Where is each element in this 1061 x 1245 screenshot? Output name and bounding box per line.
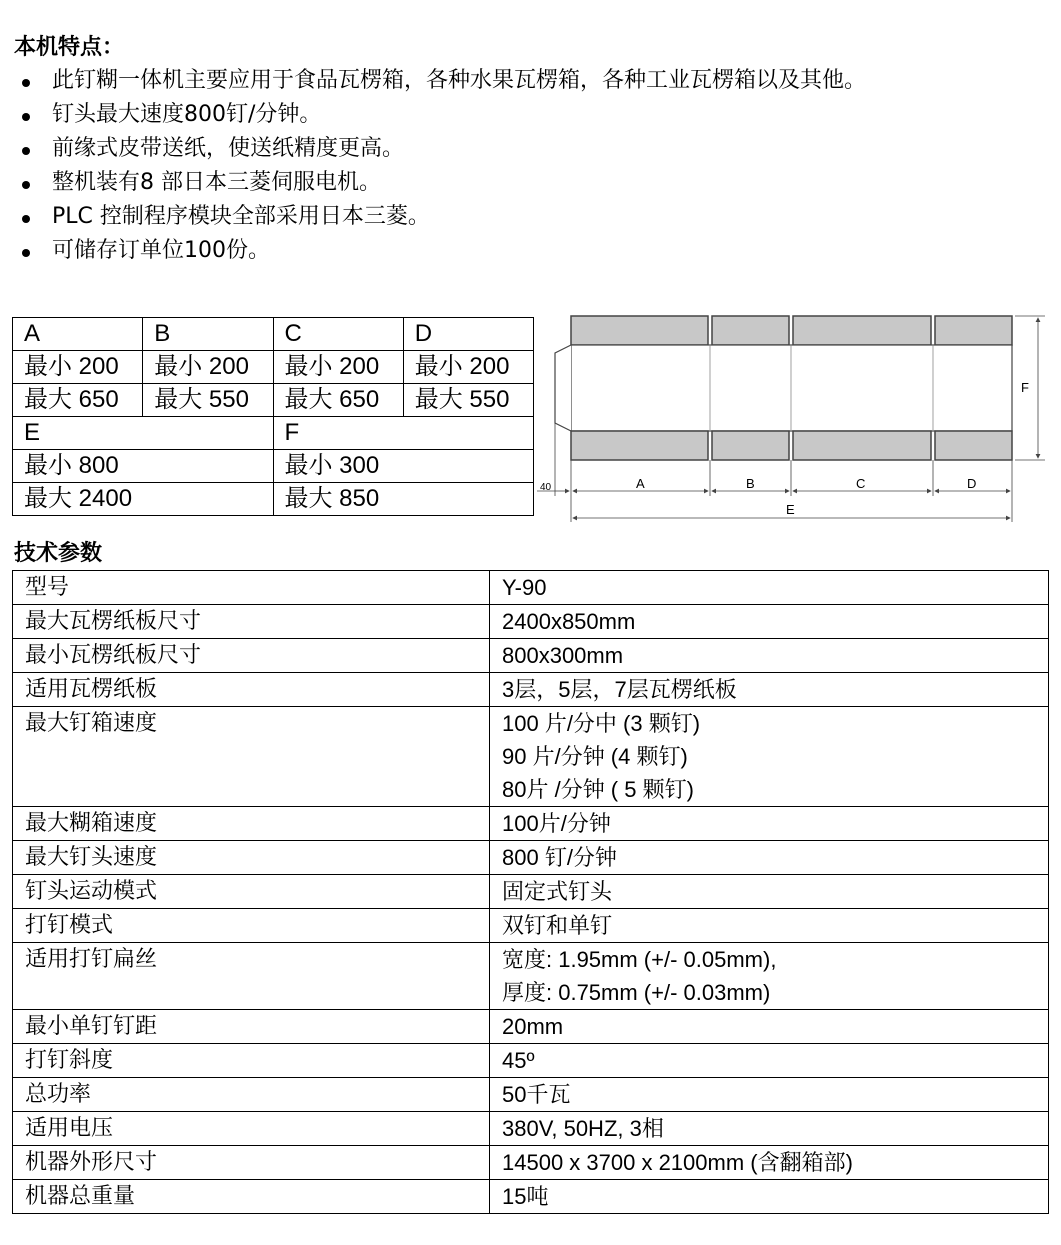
spec-key: 最大钉箱速度	[13, 707, 490, 807]
table-row	[13, 1078, 1049, 1112]
table-cell: 最大 850	[273, 483, 534, 516]
bullet-icon	[22, 249, 30, 257]
dimension-label-a: A	[636, 476, 645, 491]
features-list	[12, 64, 1052, 268]
table-row	[13, 875, 1049, 909]
spec-value-line: 800x300mm	[502, 643, 624, 668]
table-row	[13, 384, 534, 417]
table-row	[13, 571, 1049, 605]
spec-key: 型号	[13, 571, 490, 605]
table-cell: 最小 200	[13, 351, 143, 384]
spec-value-line: 2400x850mm	[502, 609, 636, 634]
table-row	[13, 450, 534, 483]
table-cell: 最小 200	[403, 351, 533, 384]
spec-key: 适用电压	[13, 1112, 490, 1146]
bullet-icon	[22, 147, 30, 155]
table-row	[13, 841, 1049, 875]
table-cell: 最大 550	[403, 384, 533, 417]
box-blank-diagram	[535, 310, 1055, 525]
spec-value	[490, 1112, 1049, 1146]
spec-value	[490, 1078, 1049, 1112]
bottom-flap-c	[793, 431, 931, 460]
feature-item	[12, 64, 1052, 98]
table-cell: 最小 200	[143, 351, 273, 384]
spec-value-line: 14500 x 3700 x 2100mm (含翻箱部)	[502, 1150, 853, 1175]
bottom-flap-b	[712, 431, 789, 460]
table-cell: 最小 200	[273, 351, 403, 384]
spec-key: 总功率	[13, 1078, 490, 1112]
top-flap-b	[712, 316, 789, 345]
table-row	[13, 483, 534, 516]
table-cell: 最小 300	[273, 450, 534, 483]
spec-value-line: 固定式钉头	[502, 879, 613, 904]
spec-key: 最大钉头速度	[13, 841, 490, 875]
spec-key: 最大瓦楞纸板尺寸	[13, 605, 490, 639]
table-cell: 最大 650	[13, 384, 143, 417]
spec-value	[490, 639, 1049, 673]
spec-value-line: 3层，5层，7层瓦楞纸板	[502, 677, 737, 702]
spec-key: 最大糊箱速度	[13, 807, 490, 841]
feature-text: PLC 控制程序模块全部采用日本三菱。	[52, 204, 430, 229]
dimension-label-d: D	[967, 476, 977, 491]
dimension-label-f: F	[1021, 380, 1029, 395]
spec-value-line: 50千瓦	[502, 1082, 571, 1107]
spec-key: 最小瓦楞纸板尺寸	[13, 639, 490, 673]
spec-key: 适用瓦楞纸板	[13, 673, 490, 707]
table-cell: 最大 650	[273, 384, 403, 417]
spec-value	[490, 1146, 1049, 1180]
dimension-label-b: B	[746, 476, 755, 491]
bullet-icon	[22, 113, 30, 121]
spec-value	[490, 807, 1049, 841]
table-cell: 最大 2400	[13, 483, 274, 516]
table-cell: 最大 550	[143, 384, 273, 417]
table-row	[13, 1180, 1049, 1214]
spec-value-line: 80片 /分钟 ( 5 颗钉)	[502, 777, 694, 802]
feature-item	[12, 98, 1052, 132]
spec-key: 打钉模式	[13, 909, 490, 943]
spec-key: 最小单钉钉距	[13, 1010, 490, 1044]
features-title: 本机特点：	[14, 35, 125, 60]
top-flap-d	[935, 316, 1012, 345]
spec-key: 机器总重量	[13, 1180, 490, 1214]
table-row	[13, 318, 534, 351]
spec-value-line: 15吨	[502, 1184, 549, 1209]
spec-value-line: 45º	[502, 1048, 535, 1073]
spec-value	[490, 1180, 1049, 1214]
top-flap-a	[571, 316, 708, 345]
spec-value	[490, 841, 1049, 875]
spec-value-line: 20mm	[502, 1014, 564, 1039]
spec-value-line: 双钉和单钉	[502, 913, 613, 938]
table-cell: B	[143, 318, 273, 351]
dimension-label-flap: 40	[540, 482, 552, 493]
table-row	[13, 417, 534, 450]
bottom-flap-a	[571, 431, 708, 460]
feature-item	[12, 132, 1052, 166]
dimension-label-c: C	[856, 476, 866, 491]
bullet-icon	[22, 79, 30, 87]
spec-key: 适用打钉扁丝	[13, 943, 490, 1010]
feature-text: 可储存订单位100份。	[52, 238, 270, 263]
spec-value	[490, 707, 1049, 807]
spec-value-line: 宽度: 1.95mm (+/- 0.05mm),	[502, 947, 777, 972]
table-cell: C	[273, 318, 403, 351]
feature-item	[12, 200, 1052, 234]
table-cell: F	[273, 417, 534, 450]
table-row	[13, 807, 1049, 841]
top-flap-c	[793, 316, 931, 345]
spec-value	[490, 1044, 1049, 1078]
spec-value-line: 90 片/分钟 (4 颗钉)	[502, 744, 688, 769]
table-row	[13, 909, 1049, 943]
spec-value	[490, 875, 1049, 909]
spec-value	[490, 1010, 1049, 1044]
feature-text: 整机装有8 部日本三菱伺服电机。	[52, 170, 381, 195]
feature-text: 前缘式皮带送纸，使送纸精度更高。	[52, 136, 405, 161]
table-row	[13, 639, 1049, 673]
bullet-icon	[22, 215, 30, 223]
spec-value-line: 380V, 50HZ, 3相	[502, 1116, 664, 1141]
spec-value-line: 100片/分钟	[502, 811, 611, 836]
spec-value-line: 厚度: 0.75mm (+/- 0.03mm)	[502, 980, 771, 1005]
spec-value-line: 800 钉/分钟	[502, 845, 617, 870]
spec-value-line: Y-90	[502, 575, 547, 600]
dimension-label-e: E	[786, 502, 795, 517]
table-cell: D	[403, 318, 533, 351]
table-row	[13, 605, 1049, 639]
table-row	[13, 673, 1049, 707]
glue-flap	[555, 345, 571, 431]
specs-title: 技术参数	[14, 541, 103, 566]
table-cell: E	[13, 417, 274, 450]
spec-value	[490, 673, 1049, 707]
bottom-flap-d	[935, 431, 1012, 460]
body-panels	[571, 345, 1012, 431]
feature-item	[12, 234, 1052, 268]
spec-key: 机器外形尺寸	[13, 1146, 490, 1180]
spec-key: 打钉斜度	[13, 1044, 490, 1078]
table-row	[13, 707, 1049, 807]
bullet-icon	[22, 181, 30, 189]
table-row	[13, 943, 1049, 1010]
spec-value	[490, 943, 1049, 1010]
feature-item	[12, 166, 1052, 200]
table-row	[13, 1010, 1049, 1044]
spec-key: 钉头运动模式	[13, 875, 490, 909]
spec-value-line: 100 片/分中 (3 颗钉)	[502, 711, 701, 736]
spec-value	[490, 909, 1049, 943]
spec-value	[490, 605, 1049, 639]
spec-value	[490, 571, 1049, 605]
table-row	[13, 1044, 1049, 1078]
feature-text: 此钉糊一体机主要应用于食品瓦楞箱，各种水果瓦楞箱，各种工业瓦楞箱以及其他。	[52, 68, 867, 93]
table-row	[13, 351, 534, 384]
feature-text: 钉头最大速度800钉/分钟。	[52, 102, 322, 127]
table-cell: 最小 800	[13, 450, 274, 483]
table-cell: A	[13, 318, 143, 351]
specs-table	[12, 570, 1049, 1214]
dimension-table	[12, 317, 534, 516]
table-row	[13, 1146, 1049, 1180]
table-row	[13, 1112, 1049, 1146]
